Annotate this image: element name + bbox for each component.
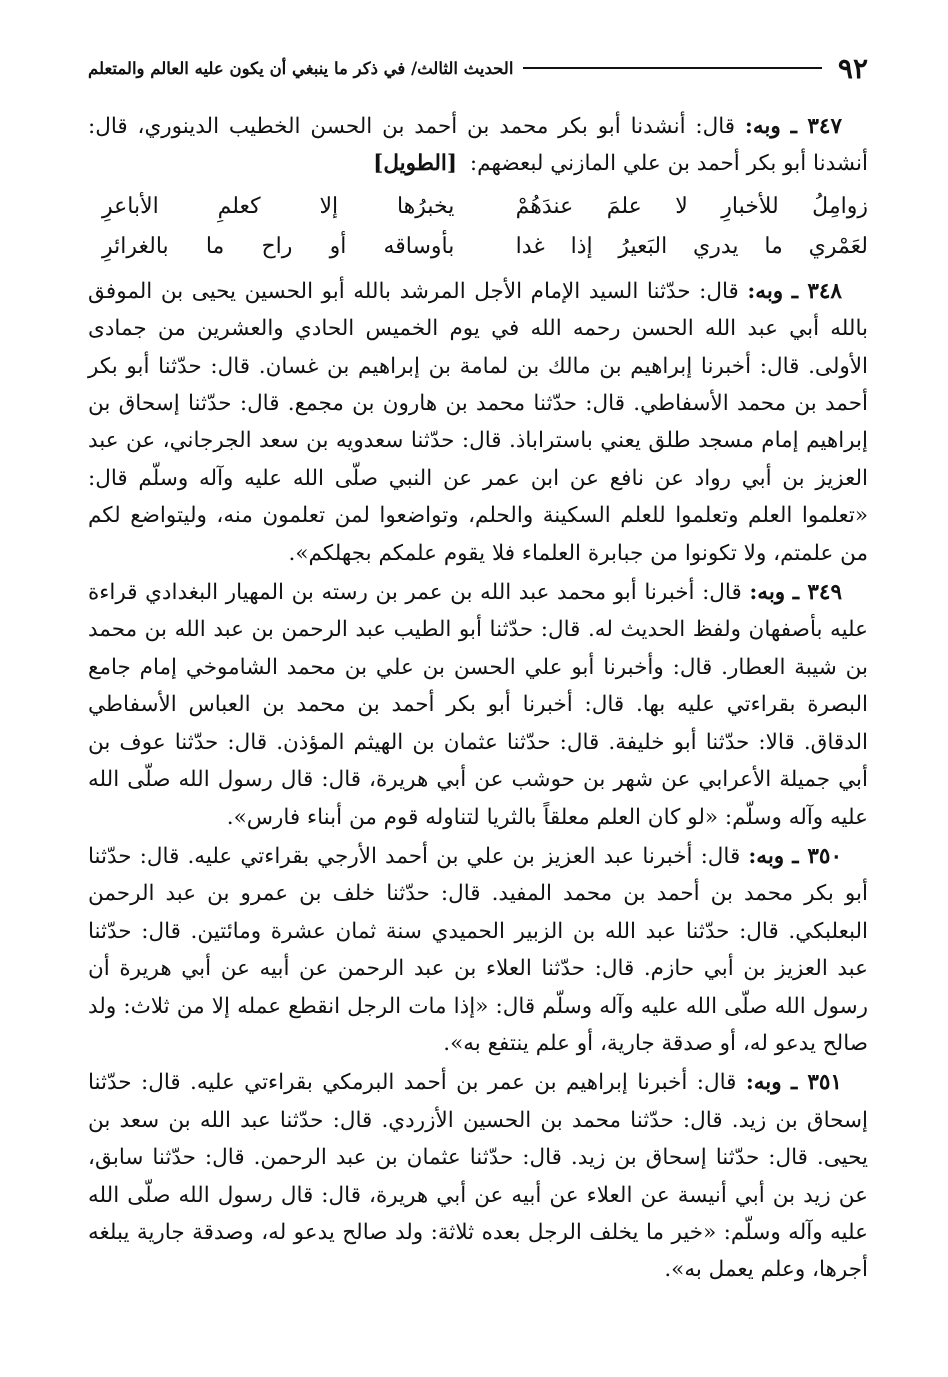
entry-349 bbox=[88, 574, 868, 836]
verse-first-hemistich: زوامِلُ للأخبارِ لا علمَ عندَهُمْ bbox=[515, 194, 868, 220]
meter-label: [الطويل] bbox=[373, 151, 458, 177]
entry-prefix: وبه: bbox=[745, 1070, 782, 1096]
entry-text: قال: حدّثنا السيد الإمام الأجل المرشد بالله أبو الحسين يحيى بن الموفق بالله أبي عبد الله الحسن رحمه الله في يوم الخميس الحادي والعشرين من جمادى الأولى. قال: أخبرنا إبراهيم بن مالك بن لمامة بن إبراهيم بن غسان. قال: حدّثنا أبو بكر أحمد بن محمد الأسفاطي. قال: حدّثنا محمد بن هارون بن مجمع. قال: حدّثنا إسحاق بن إبراهيم إمام مسجد طلق يعني باستراباذ. قال: حدّثنا سعدويه بن سعد الجرجاني، عن عبد العزيز بن أبي رواد عن نافع عن ابن عمر عن النبي صلّى الله عليه وآله وسلّم قال: «تعلموا العلم وتعلموا للعلم السكينة والحلم، وتواضعوا لمن تعلمون منه، وليتواضع لكم من علمتم، ولا تكونوا من جبابرة العلماء فلا يقوم علمكم بجهلكم». bbox=[88, 278, 868, 566]
header-rule bbox=[523, 67, 822, 69]
poem-verse bbox=[88, 227, 868, 267]
entry-prefix: وبه: bbox=[747, 278, 784, 304]
entry-text: قال: أخبرنا أبو محمد عبد الله بن عمر بن رسته بن المهيار البغدادي قراءة عليه بأصفهان ولفظ الحديث له. قال: حدّثنا أبو الطيب عبد الرحمن بن عبد الله بن محمد بن شيبة العطار. قال: وأخبرنا أبو علي الحسن بن علي بن محمد الشاموخي إمام جامع البصرة بقراءتي عليه بها. قال: أخبرنا أبو بكر أحمد بن محمد بن العباس الأسفاطي الدقاق. قالا: حدّثنا أبو خليفة. قال: حدّثنا عثمان بن الهيثم المؤذن. قال: حدّثنا عوف بن أبي جميلة الأعرابي عن شهر بن حوشب عن أبي هريرة، قال: قال رسول الله صلّى الله عليه وآله وسلّم: «لو كان العلم معلقاً بالثريا لتناوله قوم من أبناء فارس». bbox=[88, 580, 868, 830]
entry-351 bbox=[88, 1064, 868, 1288]
verse-first-hemistich: لعَمْري ما يدري البَعيرُ إذا غدا bbox=[515, 234, 868, 260]
poem bbox=[88, 187, 868, 267]
entry-text: قال: أخبرنا عبد العزيز بن علي بن أحمد الأرجي بقراءتي عليه. قال: حدّثنا أبو بكر محمد بن أحمد بن محمد المفيد. قال: حدّثنا خلف بن عمرو بن عبد الرحمن البعلبكي. قال: حدّثنا عبد الله بن الزبير الحميدي سنة ثمان عشرة ومائتين. قال: حدّثنا عبد العزيز بن أبي حازم. قال: حدّثنا العلاء بن عبد الرحمن عن أبيه عن أبي هريرة أن رسول الله صلّى الله عليه وآله وسلّم قال: «إذا مات الرجل انقطع عمله إلا من ثلاث: ولد صالح يدعو له، أو صدقة جارية، أو علم ينتفع به». bbox=[88, 843, 868, 1056]
verse-second-hemistich: بأوساقه أو راح ما بالغرائرِ bbox=[102, 234, 455, 260]
entry-text: قال: أنشدنا أبو بكر محمد بن أحمد بن الحسن الخطيب الدينوري، قال: أنشدنا أبو بكر أحمد بن علي المازني لبعضهم: bbox=[88, 114, 868, 177]
page-body bbox=[88, 108, 868, 1289]
verse-second-hemistich: يخبرُها إلا كعلمِ الأباعرِ bbox=[102, 194, 455, 220]
running-title: الحديث الثالث/ في ذكر ما ينبغي أن يكون عليه العالم والمتعلم bbox=[88, 58, 514, 78]
poem-verse bbox=[88, 187, 868, 227]
entry-number: ٣٤٧ ـ bbox=[790, 114, 842, 139]
entry-number: ٣٥٠ ـ bbox=[792, 843, 842, 869]
entry-350 bbox=[88, 838, 868, 1062]
entry-number: ٣٤٨ ـ bbox=[791, 278, 842, 304]
entry-prefix: وبه: bbox=[749, 580, 786, 606]
entry-prefix: وبه: bbox=[744, 114, 781, 139]
page-header bbox=[88, 48, 868, 88]
entry-prefix: وبه: bbox=[748, 843, 785, 869]
entry-348 bbox=[88, 273, 868, 572]
entry-text: قال: أخبرنا إبراهيم بن عمر بن أحمد البرمكي بقراءتي عليه. قال: حدّثنا إسحاق بن زيد. قال: حدّثنا محمد بن الحسين الأزردي. قال: حدّثنا عبد الله بن سعد بن يحيى. قال: حدّثنا إسحاق بن زيد. قال: حدّثنا عثمان بن عبد الرحمن. قال: حدّثنا سابق، عن زيد بن أبي أنيسة عن العلاء عن أبيه عن أبي هريرة، قال: قال رسول الله صلّى الله عليه وآله وسلّم: «خير ما يخلف الرجل بعده ثلاثة: ولد صالح يدعو له، وصدقة جارية يبلغه أجرها، وعلم يعمل به». bbox=[88, 1070, 868, 1283]
book-page bbox=[88, 48, 868, 1348]
entry-number: ٣٤٩ ـ bbox=[792, 580, 842, 606]
page-number: ٩٢ bbox=[837, 51, 868, 85]
entry-number: ٣٥١ ـ bbox=[791, 1070, 842, 1096]
entry-347 bbox=[88, 108, 868, 183]
